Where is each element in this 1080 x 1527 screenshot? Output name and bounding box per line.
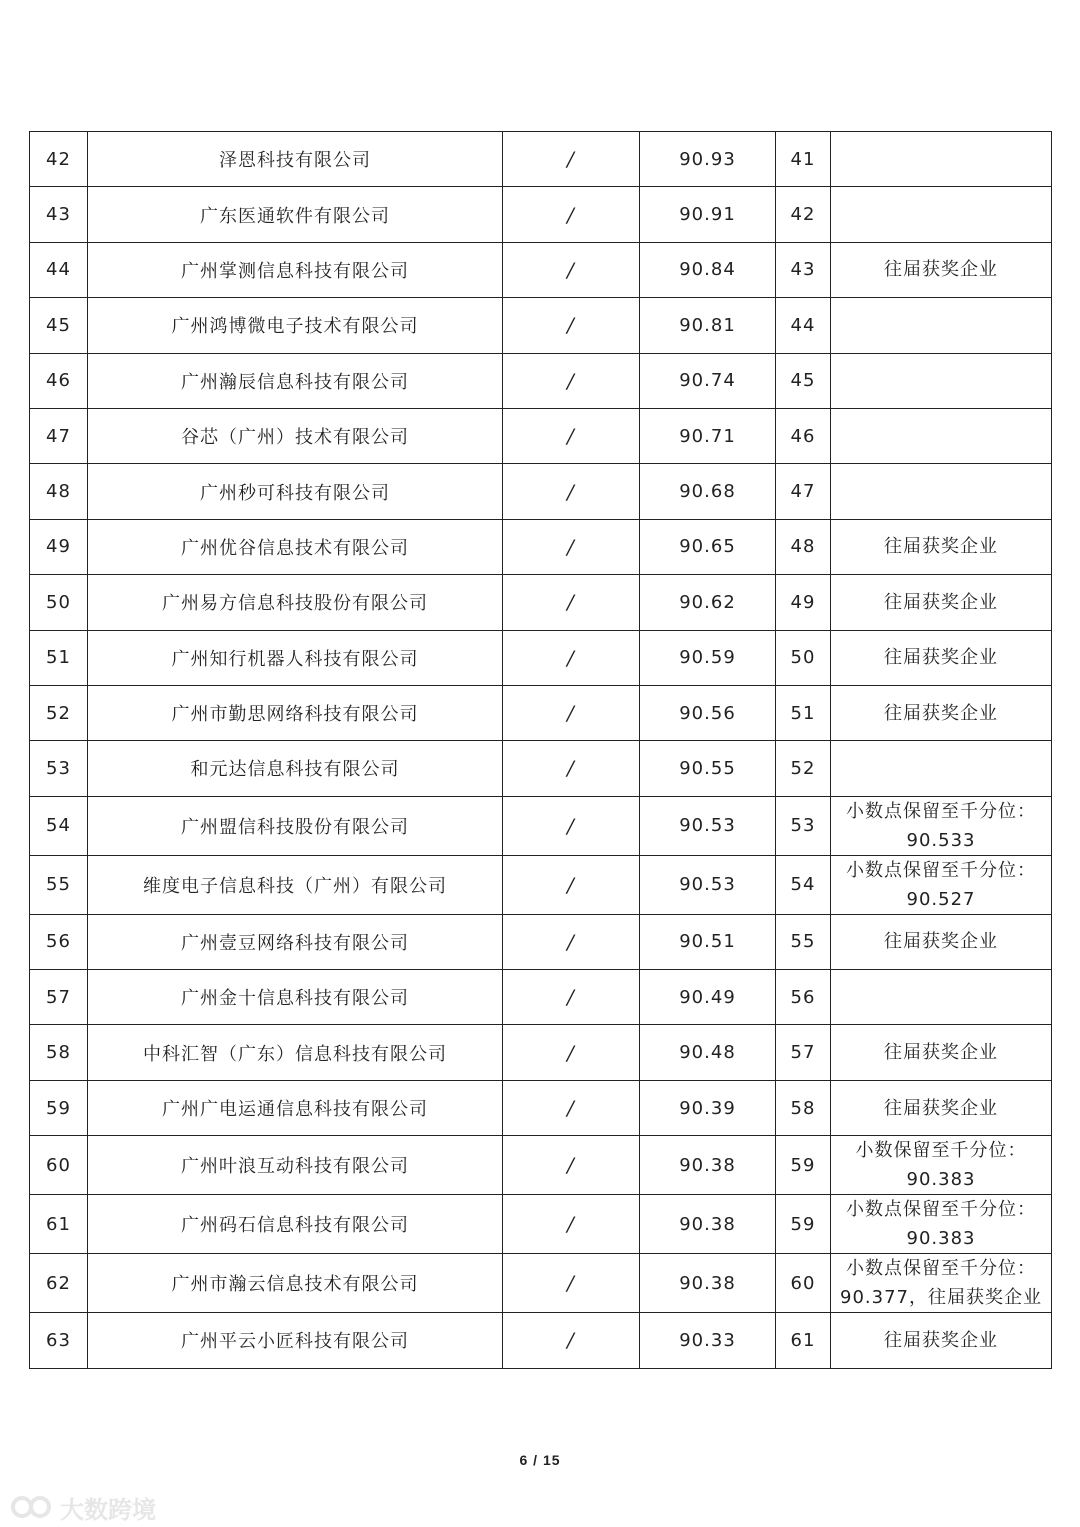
note-line: 往届获奖企业 — [884, 1042, 998, 1064]
table-row — [30, 1025, 1052, 1080]
rank-cell: 55 — [776, 914, 831, 969]
note-cell — [831, 242, 1052, 297]
row-number-cell: 60 — [30, 1136, 88, 1195]
score-cell: 90.53 — [640, 796, 776, 855]
score-cell: 90.38 — [640, 1254, 776, 1313]
score-cell: 90.62 — [640, 575, 776, 630]
rank-cell: 50 — [776, 630, 831, 685]
slash-cell: / — [503, 914, 640, 969]
slash-cell: / — [503, 1195, 640, 1254]
rank-cell: 56 — [776, 970, 831, 1025]
score-cell: 90.38 — [640, 1136, 776, 1195]
note-line: 小数点保留至千分位： — [846, 1258, 1036, 1280]
row-number-cell: 52 — [30, 685, 88, 740]
note-cell — [831, 298, 1052, 353]
note-cell — [831, 855, 1052, 914]
row-number-cell: 54 — [30, 796, 88, 855]
row-number-cell: 43 — [30, 187, 88, 242]
score-cell: 90.74 — [640, 353, 776, 408]
slash-cell: / — [503, 685, 640, 740]
company-name-cell: 中科汇智（广东）信息科技有限公司 — [88, 1025, 503, 1080]
slash-cell: / — [503, 1080, 640, 1135]
company-name-cell: 泽恩科技有限公司 — [88, 132, 503, 187]
note-line: 90.377，往届获奖企业 — [840, 1287, 1042, 1309]
note-line: 小数点保留至千分位： — [846, 859, 1036, 881]
row-number-cell: 59 — [30, 1080, 88, 1135]
row-number-cell: 57 — [30, 970, 88, 1025]
note-line: 往届获奖企业 — [884, 1097, 998, 1119]
slash-cell: / — [503, 1313, 640, 1368]
company-name-cell: 广州市勤思网络科技有限公司 — [88, 685, 503, 740]
note-cell — [831, 970, 1052, 1025]
rank-cell: 45 — [776, 353, 831, 408]
note-line: 90.383 — [906, 1169, 976, 1191]
note-cell — [831, 575, 1052, 630]
rank-cell: 46 — [776, 408, 831, 463]
table-row — [30, 630, 1052, 685]
company-name-cell: 广州叶浪互动科技有限公司 — [88, 1136, 503, 1195]
score-cell: 90.84 — [640, 242, 776, 297]
note-cell — [831, 1313, 1052, 1368]
table-row — [30, 1254, 1052, 1313]
table-row — [30, 575, 1052, 630]
slash-cell: / — [503, 1254, 640, 1313]
row-number-cell: 47 — [30, 408, 88, 463]
note-cell — [831, 1025, 1052, 1080]
company-name-cell: 广州广电运通信息科技有限公司 — [88, 1080, 503, 1135]
score-cell: 90.65 — [640, 519, 776, 574]
note-cell — [831, 464, 1052, 519]
rank-cell: 61 — [776, 1313, 831, 1368]
table-row — [30, 187, 1052, 242]
rank-cell: 59 — [776, 1136, 831, 1195]
note-cell — [831, 741, 1052, 796]
row-number-cell: 62 — [30, 1254, 88, 1313]
note-line: 小数保留至千分位： — [855, 1140, 1027, 1162]
slash-cell: / — [503, 187, 640, 242]
slash-cell: / — [503, 796, 640, 855]
note-line: 往届获奖企业 — [884, 1329, 998, 1351]
slash-cell: / — [503, 575, 640, 630]
note-cell — [831, 519, 1052, 574]
company-name-cell: 广州金十信息科技有限公司 — [88, 970, 503, 1025]
note-cell — [831, 914, 1052, 969]
rank-cell: 59 — [776, 1195, 831, 1254]
ranking-table-body — [30, 132, 1052, 1369]
score-cell: 90.38 — [640, 1195, 776, 1254]
table-row — [30, 685, 1052, 740]
company-name-cell: 广州市瀚云信息技术有限公司 — [88, 1254, 503, 1313]
slash-cell: / — [503, 1136, 640, 1195]
row-number-cell: 44 — [30, 242, 88, 297]
row-number-cell: 61 — [30, 1195, 88, 1254]
rank-cell: 42 — [776, 187, 831, 242]
rank-cell: 58 — [776, 1080, 831, 1135]
table-row — [30, 353, 1052, 408]
score-cell: 90.49 — [640, 970, 776, 1025]
rank-cell: 41 — [776, 132, 831, 187]
note-line: 往届获奖企业 — [884, 536, 998, 558]
rank-cell: 51 — [776, 685, 831, 740]
note-cell — [831, 408, 1052, 463]
note-cell — [831, 187, 1052, 242]
table-row — [30, 1136, 1052, 1195]
company-name-cell: 广州平云小匠科技有限公司 — [88, 1313, 503, 1368]
table-row — [30, 464, 1052, 519]
company-name-cell: 广州优谷信息技术有限公司 — [88, 519, 503, 574]
note-line: 90.533 — [906, 829, 976, 851]
note-line: 往届获奖企业 — [884, 931, 998, 953]
company-name-cell: 广州盟信科技股份有限公司 — [88, 796, 503, 855]
score-cell: 90.81 — [640, 298, 776, 353]
note-cell — [831, 1080, 1052, 1135]
note-line: 小数点保留至千分位： — [846, 800, 1036, 822]
table-row — [30, 970, 1052, 1025]
note-cell — [831, 353, 1052, 408]
rank-cell: 52 — [776, 741, 831, 796]
slash-cell: / — [503, 741, 640, 796]
table-row — [30, 242, 1052, 297]
rank-cell: 47 — [776, 464, 831, 519]
company-name-cell: 广州瀚辰信息科技有限公司 — [88, 353, 503, 408]
slash-cell: / — [503, 1025, 640, 1080]
note-cell — [831, 1254, 1052, 1313]
row-number-cell: 56 — [30, 914, 88, 969]
company-name-cell: 广州掌测信息科技有限公司 — [88, 242, 503, 297]
company-name-cell: 谷芯（广州）技术有限公司 — [88, 408, 503, 463]
table-row — [30, 408, 1052, 463]
rank-cell: 49 — [776, 575, 831, 630]
company-name-cell: 广州鸿博微电子技术有限公司 — [88, 298, 503, 353]
score-cell: 90.33 — [640, 1313, 776, 1368]
company-name-cell: 维度电子信息科技（广州）有限公司 — [88, 855, 503, 914]
score-cell: 90.51 — [640, 914, 776, 969]
note-cell — [831, 1136, 1052, 1195]
rank-cell: 53 — [776, 796, 831, 855]
note-line: 往届获奖企业 — [884, 647, 998, 669]
rank-cell: 48 — [776, 519, 831, 574]
row-number-cell: 58 — [30, 1025, 88, 1080]
note-cell — [831, 685, 1052, 740]
row-number-cell: 63 — [30, 1313, 88, 1368]
score-cell: 90.55 — [640, 741, 776, 796]
table-row — [30, 855, 1052, 914]
row-number-cell: 55 — [30, 855, 88, 914]
row-number-cell: 45 — [30, 298, 88, 353]
table-row — [30, 519, 1052, 574]
table-row — [30, 1313, 1052, 1368]
table-row — [30, 298, 1052, 353]
slash-cell: / — [503, 519, 640, 574]
note-cell — [831, 132, 1052, 187]
note-cell — [831, 796, 1052, 855]
table-row — [30, 1195, 1052, 1254]
slash-cell: / — [503, 855, 640, 914]
note-line: 往届获奖企业 — [884, 259, 998, 281]
page-number: 6 / 15 — [519, 1452, 561, 1468]
note-line: 90.527 — [906, 888, 976, 910]
note-line: 90.383 — [906, 1228, 976, 1250]
company-name-cell: 广东医通软件有限公司 — [88, 187, 503, 242]
rank-cell: 60 — [776, 1254, 831, 1313]
table-row — [30, 741, 1052, 796]
row-number-cell: 42 — [30, 132, 88, 187]
company-name-cell: 和元达信息科技有限公司 — [88, 741, 503, 796]
row-number-cell: 51 — [30, 630, 88, 685]
score-cell: 90.53 — [640, 855, 776, 914]
company-name-cell: 广州壹豆网络科技有限公司 — [88, 914, 503, 969]
company-name-cell: 广州易方信息科技股份有限公司 — [88, 575, 503, 630]
table-row — [30, 132, 1052, 187]
score-cell: 90.93 — [640, 132, 776, 187]
slash-cell: / — [503, 464, 640, 519]
score-cell: 90.39 — [640, 1080, 776, 1135]
company-name-cell: 广州码石信息科技有限公司 — [88, 1195, 503, 1254]
table-row — [30, 1080, 1052, 1135]
note-cell — [831, 630, 1052, 685]
rank-cell: 54 — [776, 855, 831, 914]
slash-cell: / — [503, 970, 640, 1025]
company-name-cell: 广州秒可科技有限公司 — [88, 464, 503, 519]
company-name-cell: 广州知行机器人科技有限公司 — [88, 630, 503, 685]
watermark-text: 大数跨境 — [60, 1495, 156, 1524]
score-cell: 90.71 — [640, 408, 776, 463]
slash-cell: / — [503, 353, 640, 408]
slash-cell: / — [503, 630, 640, 685]
score-cell: 90.48 — [640, 1025, 776, 1080]
row-number-cell: 49 — [30, 519, 88, 574]
slash-cell: / — [503, 298, 640, 353]
ranking-table — [29, 131, 1052, 1369]
note-line: 往届获奖企业 — [884, 702, 998, 724]
slash-cell: / — [503, 408, 640, 463]
watermark-logo-icon — [10, 1492, 54, 1522]
row-number-cell: 46 — [30, 353, 88, 408]
note-cell — [831, 1195, 1052, 1254]
slash-cell: / — [503, 132, 640, 187]
score-cell: 90.56 — [640, 685, 776, 740]
row-number-cell: 48 — [30, 464, 88, 519]
row-number-cell: 50 — [30, 575, 88, 630]
score-cell: 90.68 — [640, 464, 776, 519]
row-number-cell: 53 — [30, 741, 88, 796]
table-row — [30, 796, 1052, 855]
score-cell: 90.91 — [640, 187, 776, 242]
note-line: 往届获奖企业 — [884, 591, 998, 613]
rank-cell: 44 — [776, 298, 831, 353]
rank-cell: 43 — [776, 242, 831, 297]
rank-cell: 57 — [776, 1025, 831, 1080]
slash-cell: / — [503, 242, 640, 297]
note-line: 小数点保留至千分位： — [846, 1199, 1036, 1221]
score-cell: 90.59 — [640, 630, 776, 685]
table-row — [30, 914, 1052, 969]
watermark — [10, 1490, 156, 1524]
